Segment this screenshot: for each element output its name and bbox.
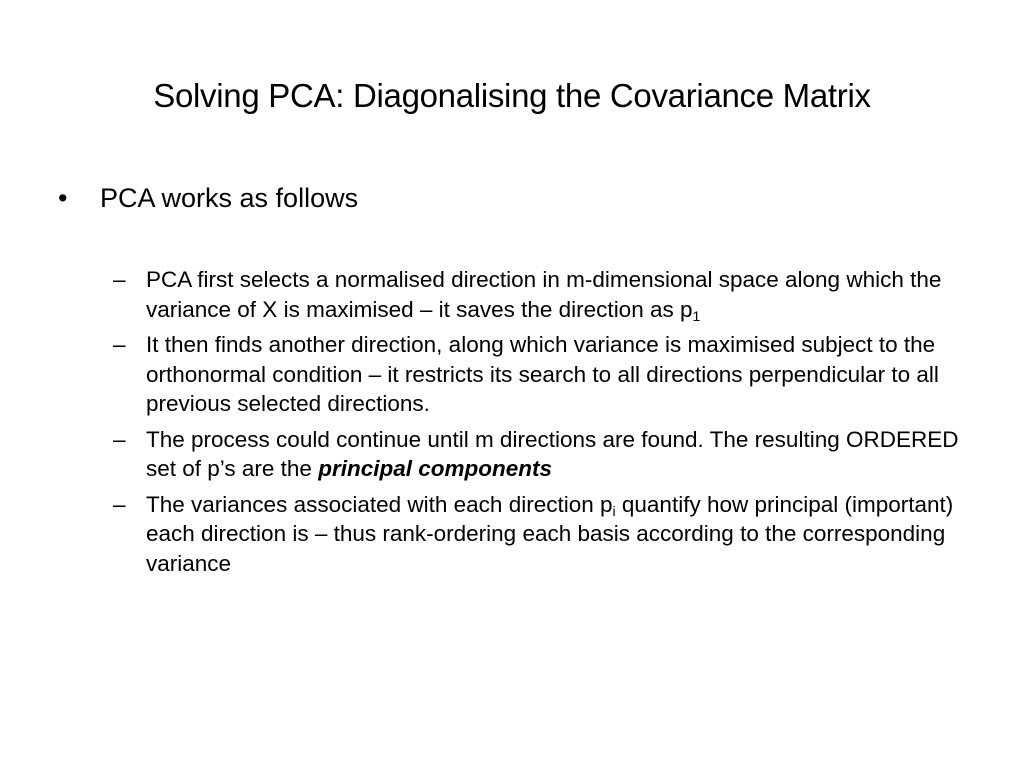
dash-icon: – <box>113 426 126 452</box>
sub-bullet-text-part: The process could continue until m directions are found. The resulting ORDERED set of p’s are the <box>146 426 959 481</box>
subscript: 1 <box>692 307 701 324</box>
sub-bullet-item <box>113 330 973 419</box>
sub-bullet-text <box>146 490 973 579</box>
sub-bullet-text-part: The variances associated with each direction p <box>146 491 613 517</box>
dash-icon: – <box>113 332 126 357</box>
sub-bullet-list <box>113 265 973 584</box>
sub-bullet-text: It then finds another direction, along which variance is maximised subject to the orthonormal condition – it restricts its search to all directions perpendicular to all previous selected directions. <box>146 332 939 416</box>
dash-icon: – <box>113 491 126 517</box>
sub-bullet-item <box>113 265 973 324</box>
subscript: i <box>612 502 616 519</box>
sub-bullet-text-part: PCA first selects a normalised direction in m-dimensional space along which the variance of X is maximised – it saves the direction as p <box>146 267 942 322</box>
main-bullet-text: PCA works as follows <box>100 183 359 213</box>
sub-bullet-item <box>113 425 973 484</box>
sub-bullet-item <box>113 490 973 579</box>
dash-icon: – <box>113 267 126 292</box>
sub-bullet-text <box>146 425 973 484</box>
slide-title: Solving PCA: Diagonalising the Covariance Matrix <box>153 77 871 114</box>
bullet-icon: • <box>58 183 68 213</box>
emphasis-principal-components: principal components <box>318 456 552 481</box>
sub-bullet-text-part: quantify how principal (important) each direction is – thus rank-ordering each basis according to the corresponding variance <box>146 491 954 576</box>
sub-bullet-text <box>146 265 973 324</box>
